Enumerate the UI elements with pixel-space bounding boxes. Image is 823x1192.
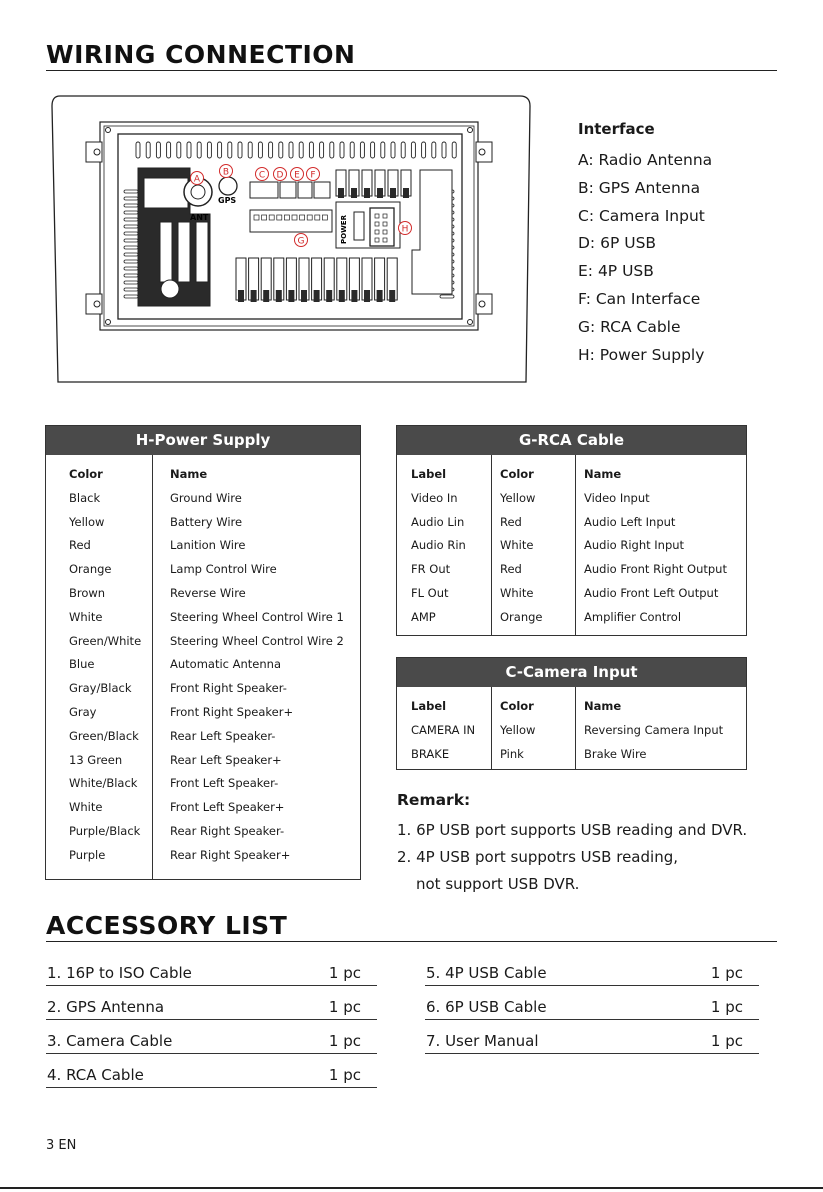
accessory-item (46, 996, 377, 1020)
table-cell: Video In (411, 490, 458, 505)
table-cell: Front Left Speaker+ (170, 800, 285, 815)
table-cell: White (500, 586, 534, 600)
table-cell: White/Black (69, 776, 138, 791)
rca-column-divider-1 (491, 455, 492, 636)
accessory-item (425, 1030, 759, 1054)
bottom-rule (0, 1187, 823, 1189)
accessory-name: 2. GPS Antenna (47, 998, 165, 1016)
remark-line-3: not support USB DVR. (416, 875, 580, 893)
accessory-item (46, 962, 377, 986)
remark (397, 791, 807, 898)
table-cell: Audio Lin (411, 514, 465, 529)
table-cell: Steering Wheel Control Wire 1 (170, 609, 344, 624)
gps-label: GPS (218, 196, 237, 205)
accessory-name: 1. 16P to ISO Cable (47, 964, 192, 982)
accessory-title-rule (46, 941, 777, 942)
table-cell: Brown (69, 586, 106, 600)
table-cell: White (69, 800, 103, 815)
table-cell: Orange (69, 562, 112, 577)
marker-label: B (222, 167, 230, 178)
power-column-divider (152, 455, 153, 880)
table-cell: White (69, 609, 103, 624)
table-cell: Audio Rin (411, 538, 466, 553)
table-cell: CAMERA IN (411, 722, 476, 737)
marker-label: C (258, 170, 266, 181)
column-header: Label (411, 699, 447, 713)
table-cell: Amplifier Control (584, 609, 682, 624)
table-cell: Gray/Black (69, 681, 132, 696)
column-header: Name (170, 467, 208, 481)
table-cell: Gray (69, 705, 97, 719)
interface-legend (578, 120, 808, 369)
camera-input-table (396, 657, 747, 770)
table-cell: Lanition Wire (170, 538, 246, 553)
power-supply-title: H-Power Supply (46, 426, 360, 455)
table-cell: Reverse Wire (170, 586, 246, 600)
usb-4p-connector (298, 182, 312, 198)
table-cell: Pink (500, 746, 524, 761)
interface-title: Interface (578, 120, 655, 138)
column-header: Name (584, 699, 622, 713)
interface-item: B: GPS Antenna (578, 178, 701, 197)
table-cell: Front Left Speaker- (170, 776, 279, 791)
interface-item: G: RCA Cable (578, 317, 681, 336)
accessory-name: 7. User Manual (426, 1032, 539, 1050)
power-supply-table (45, 425, 361, 880)
table-cell: Audio Left Input (584, 514, 676, 529)
marker-label: D (276, 170, 284, 181)
cam-column-divider-2 (575, 687, 576, 770)
rca-column-divider-2 (575, 455, 576, 636)
table-cell: Purple (69, 847, 106, 862)
accessory-name: 3. Camera Cable (47, 1032, 173, 1050)
table-cell: Ground Wire (170, 490, 242, 505)
gps-antenna-socket (219, 177, 237, 195)
accessory-quantity: 1 pc (710, 998, 743, 1016)
marker-label: A (193, 174, 201, 185)
accessory-name: 6. 6P USB Cable (426, 998, 547, 1016)
interface-item: D: 6P USB (578, 234, 657, 253)
table-cell: Battery Wire (170, 514, 243, 529)
wiring-title-rule (46, 70, 777, 71)
usb-6p-connector (280, 182, 296, 198)
accessory-quantity: 1 pc (710, 1032, 743, 1050)
interface-item: F: Can Interface (578, 289, 701, 308)
table-cell: Automatic Antenna (170, 657, 281, 672)
table-cell: Yellow (500, 722, 536, 737)
table-cell: Brake Wire (584, 746, 647, 761)
table-cell: Red (500, 514, 522, 529)
rca-connector (250, 210, 332, 232)
ant-label: ANT (190, 213, 209, 222)
table-cell: Front Right Speaker+ (170, 705, 294, 719)
marker-label: E (294, 170, 300, 181)
table-cell: Steering Wheel Control Wire 2 (170, 633, 344, 648)
accessory-name: 4. RCA Cable (47, 1066, 144, 1084)
marker-label: H (401, 224, 409, 235)
accessory-quantity: 1 pc (328, 964, 361, 982)
column-header: Label (411, 467, 447, 481)
power-label: POWER (340, 215, 348, 244)
accessory-quantity: 1 pc (328, 1032, 361, 1050)
remark-line-1: 1. 6P USB port supports USB reading and DVR. (397, 821, 748, 839)
table-cell: Purple/Black (69, 824, 141, 838)
table-cell: Orange (500, 609, 543, 624)
accessory-quantity: 1 pc (710, 964, 743, 982)
accessory-quantity: 1 pc (328, 998, 361, 1016)
table-cell: Rear Right Speaker+ (170, 847, 291, 862)
table-cell: Red (500, 562, 522, 577)
table-cell: Lamp Control Wire (170, 562, 277, 577)
rca-cable-title: G-RCA Cable (397, 426, 746, 455)
accessory-item (46, 1064, 377, 1088)
table-cell: Audio Front Right Output (584, 562, 727, 577)
table-cell: Front Right Speaker- (170, 681, 287, 696)
head-unit-rear-diagram (40, 94, 540, 386)
interface-item: H: Power Supply (578, 345, 705, 364)
camera-input-title: C-Camera Input (397, 658, 746, 687)
cam-column-divider-1 (491, 687, 492, 770)
page-number: 3 EN (46, 1138, 77, 1153)
interface-item: C: Camera Input (578, 206, 705, 225)
remark-title: Remark: (397, 791, 471, 809)
table-cell: Video Input (584, 490, 650, 505)
table-cell: 13 Green (69, 752, 123, 767)
column-header: Color (500, 467, 534, 481)
accessory-item (425, 962, 759, 986)
table-cell: Audio Right Input (584, 538, 685, 553)
remark-line-2: 2. 4P USB port suppotrs USB reading, (397, 848, 678, 866)
table-cell: Blue (69, 657, 95, 672)
table-cell: Black (69, 490, 101, 505)
accessory-quantity: 1 pc (328, 1066, 361, 1084)
column-header: Color (500, 699, 534, 713)
table-cell: Rear Left Speaker+ (170, 752, 282, 767)
table-cell: Rear Right Speaker- (170, 824, 285, 838)
table-cell: Red (69, 538, 91, 553)
table-cell: White (500, 538, 534, 553)
table-cell: Yellow (69, 514, 105, 529)
interface-item: E: 4P USB (578, 262, 654, 281)
table-cell: Rear Left Speaker- (170, 728, 276, 743)
power-connector (370, 208, 394, 246)
table-cell: Yellow (500, 490, 536, 505)
accessory-item (425, 996, 759, 1020)
marker-label: G (297, 236, 305, 247)
table-cell: Green/Black (69, 728, 139, 743)
can-connector (314, 182, 330, 198)
table-cell: Audio Front Left Output (584, 586, 719, 600)
rca-cable-table (396, 425, 747, 636)
accessory-title: ACCESSORY LIST (46, 911, 288, 940)
table-cell: Green/White (69, 633, 142, 648)
interface-item: A: Radio Antenna (578, 151, 713, 169)
camera-input-connector (250, 182, 278, 198)
column-header: Color (69, 467, 103, 481)
accessory-item (46, 1030, 377, 1054)
table-cell: Reversing Camera Input (584, 722, 724, 737)
table-cell: BRAKE (411, 746, 450, 761)
wiring-title: WIRING CONNECTION (46, 40, 356, 69)
table-cell: FR Out (411, 562, 451, 577)
column-header: Name (584, 467, 622, 481)
accessory-name: 5. 4P USB Cable (426, 964, 547, 982)
table-cell: FL Out (411, 586, 449, 600)
table-cell: AMP (411, 609, 436, 624)
marker-label: F (310, 170, 316, 181)
